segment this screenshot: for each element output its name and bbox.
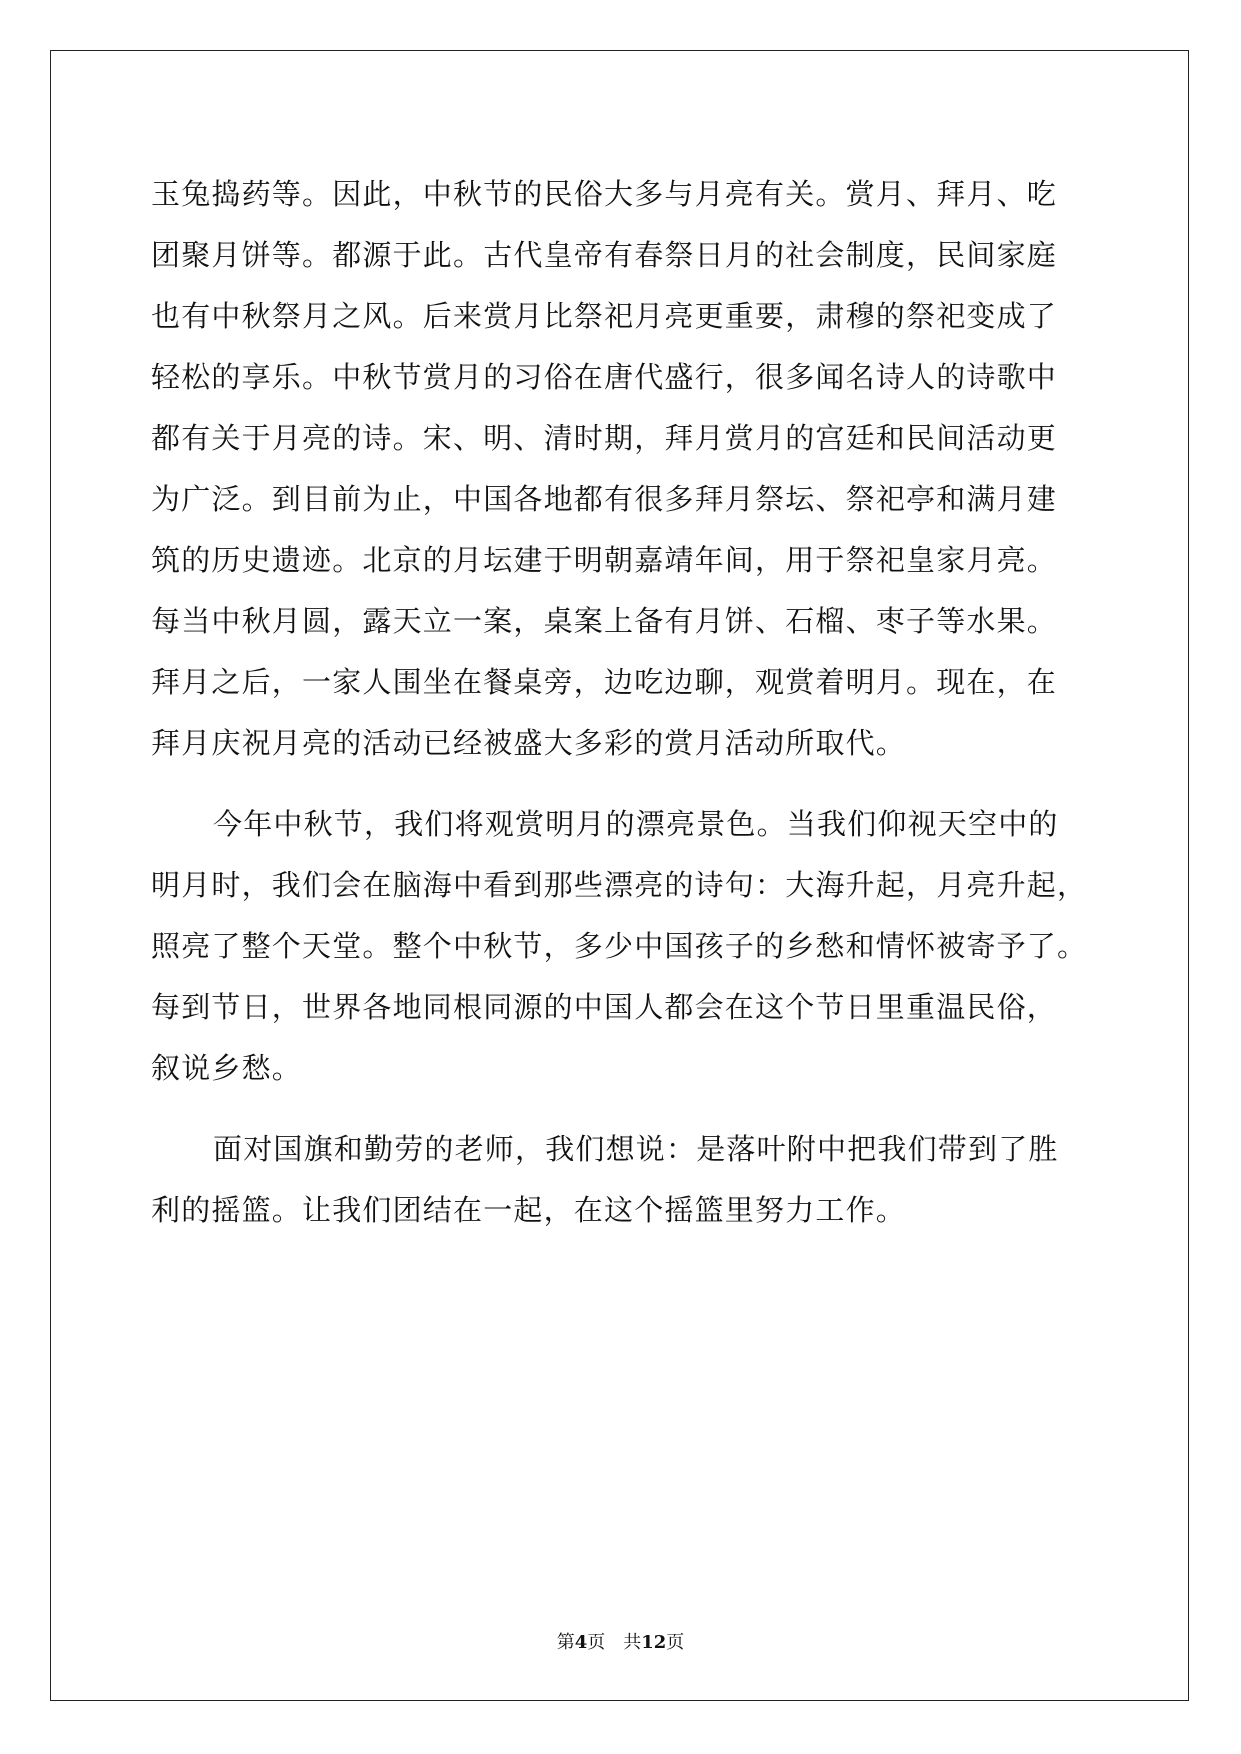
page-suffix: 页: [587, 1632, 606, 1653]
text-line: 团聚月饼等。都源于此。古代皇帝有春祭日月的社会制度，民间家庭: [151, 238, 1058, 272]
text-line: 为广泛。到目前为止，中国各地都有很多拜月祭坛、祭祀亭和满月建: [151, 482, 1058, 516]
text-line: 筑的历史遗迹。北京的月坛建于明朝嘉靖年间，用于祭祀皇家月亮。: [151, 543, 1058, 577]
text-line: 今年中秋节，我们将观赏明月的漂亮景色。当我们仰视天空中的: [213, 807, 1059, 841]
total-pages: 12: [641, 1632, 667, 1653]
text-line: 面对国旗和勤劳的老师，我们想说：是落叶附中把我们带到了胜: [213, 1132, 1059, 1166]
text-line: 利的摇篮。让我们团结在一起，在这个摇篮里努力工作。: [151, 1193, 907, 1227]
text-line: 拜月庆祝月亮的活动已经被盛大多彩的赏月活动所取代。: [151, 726, 907, 760]
text-line: 照亮了整个天堂。整个中秋节，多少中国孩子的乡愁和情怀被寄予了。: [151, 929, 1088, 963]
page-number: 4: [574, 1632, 588, 1653]
total-suffix: 页: [666, 1632, 685, 1653]
text-line: 明月时，我们会在脑海中看到那些漂亮的诗句：大海升起，月亮升起，: [151, 868, 1088, 902]
text-line: 玉兔捣药等。因此，中秋节的民俗大多与月亮有关。赏月、拜月、吃: [151, 177, 1058, 211]
total-prefix: 共: [623, 1632, 642, 1653]
page-prefix: 第: [556, 1632, 575, 1653]
text-line: 都有关于月亮的诗。宋、明、清时期，拜月赏月的宫廷和民间活动更: [151, 421, 1058, 455]
text-line: 每到节日，世界各地同根同源的中国人都会在这个节日里重温民俗，: [151, 990, 1058, 1024]
text-line: 叙说乡愁。: [151, 1051, 303, 1085]
text-line: 每当中秋月圆，露天立一案，桌案上备有月饼、石榴、枣子等水果。: [151, 604, 1058, 638]
paragraph-3: [151, 1119, 1091, 1241]
page-footer: [0, 1628, 1241, 1654]
document-body: [151, 164, 1091, 1241]
paragraph-1: [151, 164, 1091, 774]
text-line: 轻松的享乐。中秋节赏月的习俗在唐代盛行，很多闻名诗人的诗歌中: [151, 360, 1058, 394]
text-line: 也有中秋祭月之风。后来赏月比祭祀月亮更重要，肃穆的祭祀变成了: [151, 299, 1058, 333]
paragraph-2: [151, 794, 1091, 1099]
text-line: 拜月之后，一家人围坐在餐桌旁，边吃边聊，观赏着明月。现在，在: [151, 665, 1058, 699]
